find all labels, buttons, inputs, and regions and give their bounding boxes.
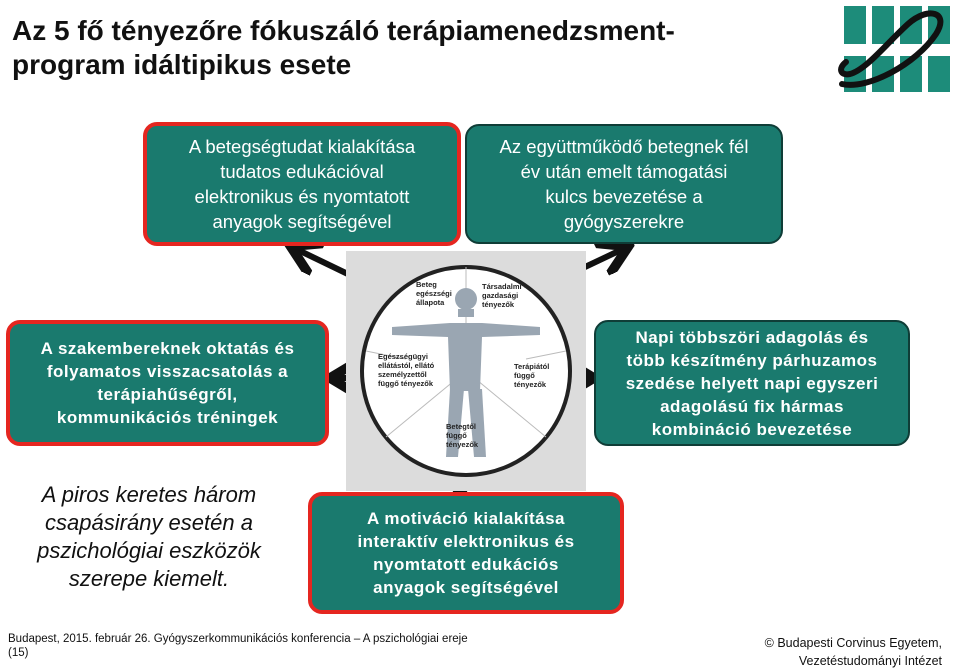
footer-right <box>765 634 942 670</box>
note-line: pszichológiai eszközök <box>37 538 261 563</box>
note-line: A piros keretes három <box>41 482 257 507</box>
box-line: kommunikációs tréningek <box>56 408 279 427</box>
label-beteg-2: egészségi <box>416 289 452 298</box>
label-egeszseg-4: függő tényezők <box>378 379 434 388</box>
title-line-2: program idáltipikus esete <box>12 49 352 80</box>
box-line: A motiváció kialakítása <box>367 509 565 528</box>
note-line: csapásirány esetén a <box>45 510 253 535</box>
footer-page-number: (15) <box>8 647 29 659</box>
box-line: terápiahűségről, <box>97 385 238 404</box>
label-beteg-3: állapota <box>416 298 445 307</box>
label-betegtol-3: tényezők <box>446 440 479 449</box>
label-tarsadalmi-1: Társadalmi - <box>482 282 527 291</box>
svg-text:Egészségügyiellátástól, ellátó <box>378 352 435 388</box>
label-tarsadalmi-3: tényezők <box>482 300 515 309</box>
label-beteg-1: Beteg <box>416 280 437 289</box>
box-line: szedése helyett napi egyszeri <box>625 373 879 393</box>
box-line: elektronikus és nyomtatott <box>194 186 410 207</box>
box-line: Napi többszöri adagolás és <box>635 327 869 347</box>
box-motivacio <box>308 492 624 614</box>
box-line: adagolású fix hármas <box>660 396 844 416</box>
label-egeszseg-1: Egészségügyi <box>378 352 429 361</box>
box-line: nyomtatott edukációs <box>373 555 559 574</box>
box-line: kulcs bevezetése a <box>545 186 703 207</box>
label-egeszseg-2: ellátástól, ellátó <box>378 361 435 370</box>
footer-institute: Vezetéstudományi Intézet <box>798 654 942 668</box>
university-logo <box>838 4 956 96</box>
box-szakember-oktatas <box>6 320 329 446</box>
box-line: A szakembereknek oktatás és <box>40 339 295 358</box>
footer-copyright: © Budapesti Corvinus Egyetem, <box>764 636 942 650</box>
label-terapia-1: Terápiától <box>514 362 550 371</box>
label-tarsadalmi-2: gazdasági <box>482 291 519 300</box>
box-betegsegtudat <box>143 122 461 246</box>
box-tamogatasi-kulcs <box>465 124 783 244</box>
box-line: Az együttműködő betegnek fél <box>499 136 749 157</box>
note-line: szerepe kiemelt. <box>68 566 230 591</box>
box-line: gyógyszerekre <box>563 211 685 232</box>
footer-left <box>8 632 468 660</box>
label-terapia-2: függő <box>514 371 535 380</box>
title-line-1: Az 5 fő tényezőre fókuszáló terápiamenedzsment- <box>12 15 675 46</box>
page-title <box>12 14 812 82</box>
label-betegtol-2: függő <box>446 431 467 440</box>
arrow-to-top-left <box>296 249 352 276</box>
label-terapia-3: tényezők <box>514 380 547 389</box>
box-line: folyamatos visszacsatolás a <box>46 362 289 381</box>
box-line: kombináció bevezetése <box>651 419 853 439</box>
box-line: tudatos edukációval <box>220 161 384 182</box>
box-line: anyagok segítségével <box>212 211 392 232</box>
red-frame-note <box>14 481 284 593</box>
box-line: anyagok segítségével <box>373 578 559 597</box>
label-egeszseg-3: személyzettől <box>378 370 427 379</box>
footer-event: Budapest, 2015. február 26. Gyógyszerkommunikációs konferencia – A pszichológiai ereje <box>8 633 468 645</box>
box-line: több készítmény párhuzamos <box>626 350 878 370</box>
five-factor-figure <box>346 251 586 491</box>
box-napi-adagolas <box>594 320 910 446</box>
box-line: év után emelt támogatási <box>520 161 728 182</box>
box-line: interaktív elektronikus és <box>357 532 575 551</box>
label-betegtol-1: Betegtől <box>446 422 476 431</box>
box-line: A betegségtudat kialakítása <box>188 136 416 157</box>
